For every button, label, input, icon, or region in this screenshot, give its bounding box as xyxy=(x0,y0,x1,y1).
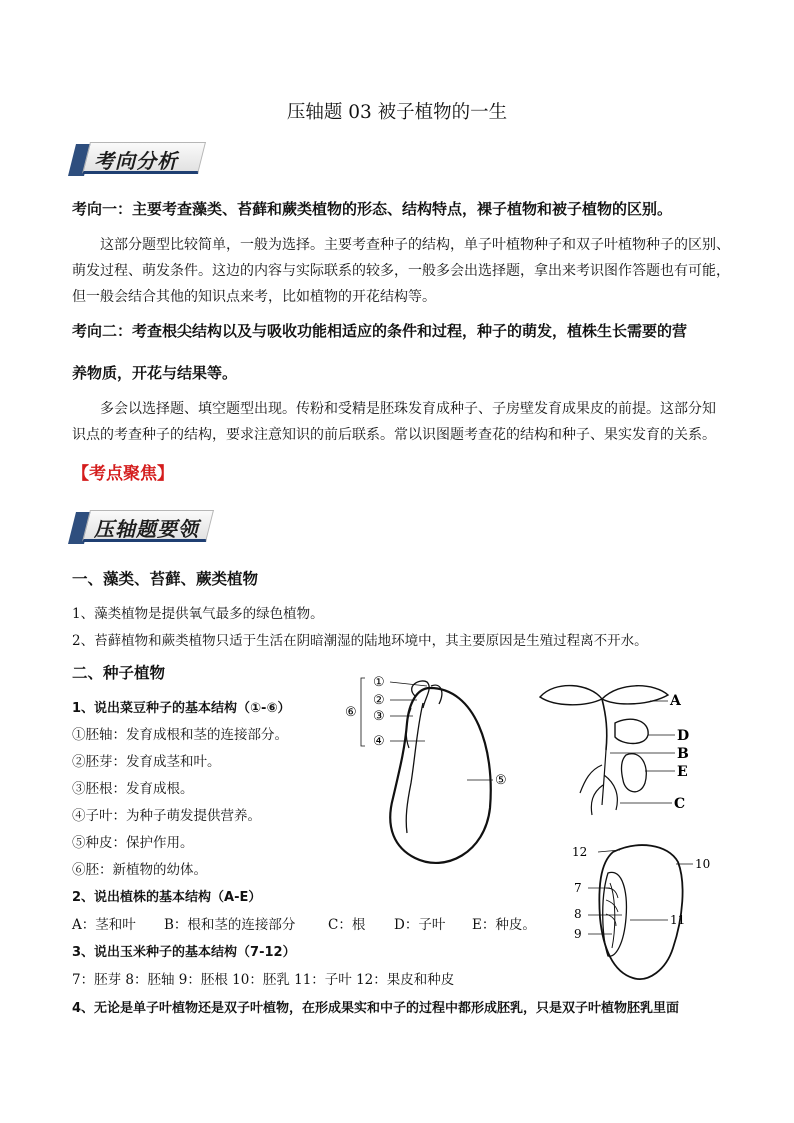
plant-label: A xyxy=(670,693,681,709)
bean-label: ⑤ xyxy=(495,773,507,788)
plant-item-e: E：种皮。 xyxy=(472,917,536,933)
corn-label: 9 xyxy=(574,927,582,941)
section-banner-keypoints xyxy=(72,510,212,544)
sec1-item: 1、藻类植物是提供氧气最多的绿色植物。 xyxy=(72,606,324,622)
sec1-heading: 一、藻类、苔藓、蕨类植物 xyxy=(72,570,259,588)
corn-label: 10 xyxy=(695,857,711,871)
bean-item: ⑤种皮：保护作用。 xyxy=(72,835,194,851)
plant-item-a: A：茎和叶 xyxy=(72,917,136,933)
xiang1-paragraph xyxy=(72,232,732,310)
bean-label: ④ xyxy=(373,734,385,749)
q4-text: 4、无论是单子叶植物还是双子叶植物，在形成果实和中子的过程中都形成胚乳，只是双子叶植物胚乳里面 xyxy=(72,1001,680,1016)
page-title: 压轴题 03 被子植物的一生 xyxy=(286,102,508,123)
corn-label: 7 xyxy=(574,881,582,895)
bean-item: ④子叶：为种子萌发提供营养。 xyxy=(72,808,261,824)
bean-label: ⑥ xyxy=(345,705,357,720)
q2-heading: 2、说出植株的基本结构（A-E） xyxy=(72,890,262,905)
para-line: 萌发过程、萌发条件。这边的内容与实际联系的较多，一般多会出选择题，拿出来考识图作答题也有可能， xyxy=(72,263,730,279)
plant-label: C xyxy=(674,796,686,812)
para-line: 识点的考查种子的结构，要求注意知识的前后联系。常以识图题考查花的结构和种子、果实发育的关系。 xyxy=(72,427,716,443)
q1-heading: 1、说出菜豆种子的基本结构（①-⑥） xyxy=(72,701,291,716)
xiang2-heading-b: 养物质，开花与结果等。 xyxy=(72,364,238,382)
corn-items: 7：胚芽 8：胚轴 9：胚根 10：胚乳 11：子叶 12：果皮和种皮 xyxy=(72,972,455,988)
corn-label: 11 xyxy=(670,913,686,927)
plant-item-b: B：根和茎的连接部分 xyxy=(164,917,296,933)
bean-seed-figure xyxy=(345,668,525,883)
section-banner-analysis xyxy=(72,142,204,176)
plant-item-c: C：根 xyxy=(328,917,366,933)
corn-seed-figure xyxy=(568,838,738,988)
focus-heading: 【考点聚焦】 xyxy=(72,464,174,484)
q3-heading: 3、说出玉米种子的基本结构（7-12） xyxy=(72,945,296,960)
plant-label: E xyxy=(677,764,688,780)
bean-label: ③ xyxy=(373,709,385,724)
bean-item: ③胚根：发育成根。 xyxy=(72,781,194,797)
plant-item-d: D：子叶 xyxy=(394,917,446,933)
para-line: 这部分题型比较简单，一般为选择。主要考查种子的结构，单子叶植物种子和双子叶植物种子的区别、 xyxy=(100,237,730,253)
xiang2-paragraph xyxy=(72,396,732,448)
bean-item: ⑥胚：新植物的幼体。 xyxy=(72,862,207,878)
plant-label: B xyxy=(677,746,689,762)
seedling-figure xyxy=(530,675,700,825)
bean-item: ②胚芽：发育成茎和叶。 xyxy=(72,754,221,770)
sec2-heading: 二、种子植物 xyxy=(72,664,166,682)
xiang1-heading: 考向一：主要考查藻类、苔藓和蕨类植物的形态、结构特点，裸子植物和被子植物的区别。 xyxy=(72,200,673,218)
para-line: 但一般会结合其他的知识点来考，比如植物的开花结构等。 xyxy=(72,289,436,305)
sec1-item: 2、苔藓植物和蕨类植物只适于生活在阴暗潮湿的陆地环境中，其主要原因是生殖过程离不开水。 xyxy=(72,633,648,649)
bean-item: ①胚轴：发育成根和茎的连接部分。 xyxy=(72,727,288,743)
bean-label: ① xyxy=(373,675,385,690)
para-line: 多会以选择题、填空题型出现。传粉和受精是胚珠发育成种子、子房壁发育成果皮的前提。这部分知 xyxy=(100,401,716,417)
corn-label: 8 xyxy=(574,907,582,921)
plant-label: D xyxy=(677,728,690,744)
xiang2-heading-a: 考向二：考查根尖结构以及与吸收功能相适应的条件和过程，种子的萌发，植株生长需要的营 xyxy=(72,322,688,340)
bean-label: ② xyxy=(373,693,385,708)
corn-label: 12 xyxy=(572,845,588,859)
banner-label: 考向分析 xyxy=(94,149,178,173)
banner-label: 压轴题要领 xyxy=(94,517,199,541)
